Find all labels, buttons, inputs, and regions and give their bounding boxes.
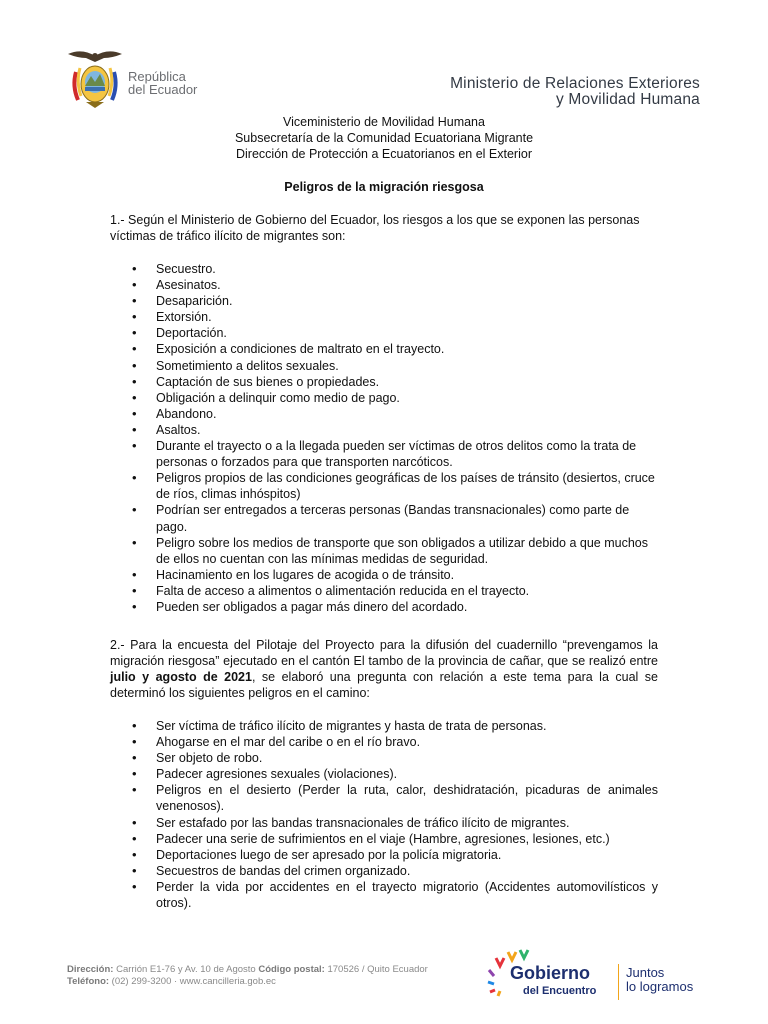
list-item: • Obligación a delinquir como medio de pago. <box>110 390 658 406</box>
list-item: • Asesinatos. <box>110 277 658 293</box>
list-item: • Ser objeto de robo. <box>110 750 658 766</box>
list-item: • Sometimiento a delitos sexuales. <box>110 358 658 374</box>
list-item: • Falta de acceso a alimentos o alimentación reducida en el trayecto. <box>110 583 658 599</box>
list-item: • Peligro sobre los medios de transporte que son obligados a utilizar debido a que muchos de ellos no cuentan con las mínimas medidas de seguridad. <box>110 535 658 567</box>
list-item: • Durante el trayecto o a la llegada pueden ser víctimas de otros delitos como la trata de personas o forzados para que transporten narcóticos. <box>110 438 658 470</box>
list-item: • Ser estafado por las bandas transnacionales de tráfico ilícito de migrantes. <box>110 815 658 831</box>
section1-intro: 1.- Según el Ministerio de Gobierno del Ecuador, los riesgos a los que se exponen las personas víctimas de tráfico ilícito de migrantes son: <box>110 213 640 243</box>
list-item: • Secuestro. <box>110 261 658 277</box>
list-item: • Padecer agresiones sexuales (violaciones). <box>110 766 658 782</box>
coat-of-arms-icon <box>64 46 126 110</box>
list-item: • Desaparición. <box>110 293 658 309</box>
gobierno-name: Gobierno <box>510 963 590 983</box>
list-item: • Captación de sus bienes o propiedades. <box>110 374 658 390</box>
logo-divider <box>618 964 619 1000</box>
list-item: • Perder la vida por accidentes en el trayecto migratorio (Accidentes automovilísticos y otros). <box>110 879 658 911</box>
list-item: • Ahogarse en el mar del caribe o en el río bravo. <box>110 734 658 750</box>
list-item: • Hacinamiento en los lugares de acogida o de tránsito. <box>110 567 658 583</box>
org-line: Viceministerio de Movilidad Humana <box>283 115 485 129</box>
section2-list <box>110 718 658 911</box>
list-item: • Abandono. <box>110 406 658 422</box>
ministry-title: Ministerio de Relaciones Exteriores y Movilidad Humana <box>450 75 700 108</box>
footer-contact: Dirección: Carrión E1-76 y Av. 10 de Agosto Código postal: 170526 / Quito Ecuador Teléfono: (02) 299-3200 · www.cancilleria.gob.ec <box>67 964 428 987</box>
document-title: Peligros de la migración riesgosa <box>284 180 484 194</box>
org-header <box>0 114 768 162</box>
slogan: Juntos lo logramos <box>626 965 694 994</box>
list-item: • Padecer una serie de sufrimientos en el viaje (Hambre, agresiones, lesiones, etc.) <box>110 831 658 847</box>
list-item: • Deportación. <box>110 325 658 341</box>
list-item: • Pueden ser obligados a pagar más dinero del acordado. <box>110 599 658 615</box>
list-item: • Exposición a condiciones de maltrato en el trayecto. <box>110 341 658 357</box>
list-item: • Asaltos. <box>110 422 658 438</box>
list-item: • Ser víctima de tráfico ilícito de migrantes y hasta de trata de personas. <box>110 718 658 734</box>
list-item: • Deportaciones luego de ser apresado por la policía migratoria. <box>110 847 658 863</box>
org-line: Dirección de Protección a Ecuatorianos en el Exterior <box>236 147 532 161</box>
list-item: • Peligros propios de las condiciones geográficas de los países de tránsito (desiertos, cruce de ríos, climas inhóspitos) <box>110 470 658 502</box>
list-item: • Extorsión. <box>110 309 658 325</box>
republic-label: República del Ecuador <box>128 69 198 97</box>
org-line: Subsecretaría de la Comunidad Ecuatoriana Migrante <box>234 131 534 145</box>
section2-intro: 2.- Para la encuesta del Pilotaje del Proyecto para la difusión del cuadernillo “prevengamos la migración riesgosa” ejecutado en el cantón El tambo de la provincia de cañar, que se realizó entre julio y agosto de 2021, se elaboró una pregunta con relación a este tema para la cual se determinó los siguientes peligros en el camino: <box>110 638 658 700</box>
gobierno-subtitle: del Encuentro <box>523 985 597 997</box>
list-item: • Peligros en el desierto (Perder la ruta, calor, deshidratación, picaduras de animales venenosos). <box>110 782 658 814</box>
list-item: • Podrían ser entregados a terceras personas (Bandas transnacionales) como parte de pago. <box>110 502 658 534</box>
section1-list <box>110 261 658 615</box>
list-item: • Secuestros de bandas del crimen organizado. <box>110 863 658 879</box>
